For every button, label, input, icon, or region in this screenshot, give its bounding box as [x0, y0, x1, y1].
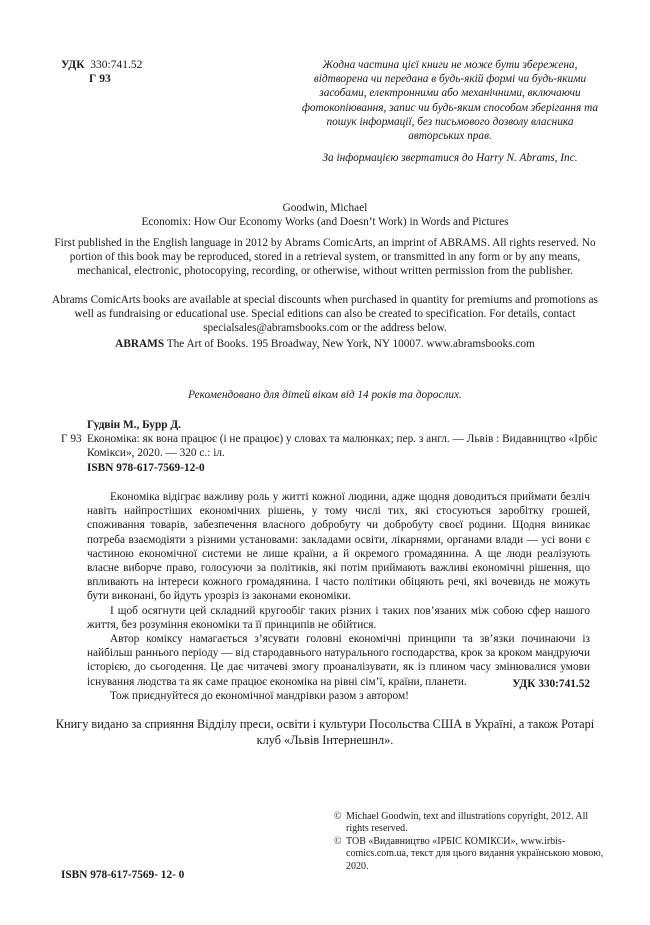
abstract-paragraph: І щоб осягнути цей складний кругообіг таких різних і таких пов’язаних між собою сфер нашого життя, без розуміння економіки та її принципів не обійтися.	[87, 604, 590, 631]
copyright-symbol: ©	[334, 811, 342, 822]
copyright-text: Michael Goodwin, text and illustrations copyright, 2012. All rights reserved.	[346, 811, 589, 835]
abstract	[87, 490, 590, 703]
isbn-footer: ISBN 978-617-7569- 12- 0	[61, 869, 185, 881]
copyright-symbol: ©	[334, 835, 342, 847]
abstract-paragraph: Економіка відіграє важливу роль у житті кожної людини, адже щодня доводиться приймати безліч навіть найпростіших економічних рішень, у тому числі тих, які стосуються заробітку грошей, споживання товарів, забезпечення власного добробуту чи добробуту своєї родини. Щодня виникає потреба взаємодіяти з різними установами: закладами освіти, лікарнями, органами влади — усі вони є частиною економічної системи не лише країни, а й окремого громадянина. А ще люди реалізують власне виборче право, голосуючи за політиків, які потім приймають важливі економічні рішення, що впливають на інтереси кожного громадянина. І часто політики обіцяють речі, які вочевидь не можуть бути виконані, бо йдуть урозріз із законами економіки.	[87, 491, 590, 603]
copyright-block	[334, 811, 604, 873]
udk-footer: УДК 330:741.52	[512, 678, 590, 690]
udk-label: УДК	[61, 59, 85, 71]
original-author: Goodwin, Michael	[282, 202, 368, 214]
publisher-name: ABRAMS	[115, 338, 165, 350]
catalog-entry	[61, 418, 601, 475]
abstract-paragraph: Тож приєднуйтеся до економічної мандрівки разом з автором!	[110, 689, 409, 702]
original-title: Economix: How Our Economy Works (and Doesn’t Work) in Words and Pictures	[141, 216, 509, 229]
abstract-paragraph: Автор коміксу намагається з’ясувати головні економічні принципи та зв’язки починаючи із найбільш раннього періоду — від стародавнього натурального господарства, крок за кроком мандруючи історією, до сьогодення. Це дає читачеві змогу проаналізувати, як із плином часу змінювалися умови існування людства та як саме працює економіка на рівні сім’ї, країни, планети.	[87, 633, 590, 688]
original-credits	[50, 201, 600, 229]
rights-notice	[300, 58, 600, 165]
catalog-description: Економіка: як вона працює (і не працює) у словах та малюнках; пер. з англ. — Львів : Видавництво «Ірбіс Комікси», 2020. — 320 с.: іл.	[87, 433, 598, 460]
publisher-address: The Art of Books. 195 Broadway, New York, NY 10007. www.abramsbooks.com	[164, 338, 535, 350]
udk-header	[61, 58, 142, 86]
publication-notice	[50, 236, 600, 279]
udk-value: 330:741.52	[90, 59, 143, 71]
catalog-code: Г 93	[89, 73, 111, 85]
publication-text: First published in the English language in 2012 by Abrams ComicArts, an imprint of ABRAMS. All rights reserved. No portion of this book may be reproduced, stored in a retrieval system, or transmitted in any form or by any means, mechanical, electronic, photocopying, recording, or otherwise, without written permission from the publisher.	[54, 237, 596, 278]
support-text: Книгу видано за сприяння Відділу преси, освіти і культури Посольства США в Україні, а також Ротарі клуб «Львів Інтернешнл».	[55, 717, 595, 747]
rights-contact: За інформацією звертатися до Harry N. Abrams, Inc.	[322, 152, 578, 165]
promo-notice	[50, 293, 600, 336]
age-note	[50, 388, 600, 402]
age-note-text: Рекомендовано для дітей віком від 14 років та дорослих.	[188, 389, 462, 401]
catalog-authors: Гудвін М., Бурр Д.	[87, 419, 181, 431]
copyright-text: ТОВ «Видавництво «ІРБІС КОМІКСИ», www.irbis-comics.com.ua, текст для цього видання українською мовою, 2020.	[346, 835, 604, 872]
publisher-line	[50, 337, 600, 351]
rights-text: Жодна частина цієї книги не може бути збережена, відтворена чи передана в будь-якій формі чи будь-якими засобами, електронними або механічними, включаючи фотокопіювання, запис чи будь-яким способом зберігання та пошук інформації, без письмового дозволу власника авторських прав.	[301, 59, 599, 143]
support-note	[50, 717, 600, 748]
copyright-entry	[334, 836, 604, 873]
catalog-entry-code: Г 93	[61, 433, 82, 445]
copyright-entry	[334, 811, 604, 836]
promo-text: Abrams ComicArts books are available at special discounts when purchased in quantity for premiums and promotions as well as fundraising or educational use. Special editions can also be created to specification. For details, contact specialsales@abramsbooks.com or the address below.	[52, 294, 598, 335]
catalog-isbn: ISBN 978-617-7569-12-0	[87, 461, 205, 474]
